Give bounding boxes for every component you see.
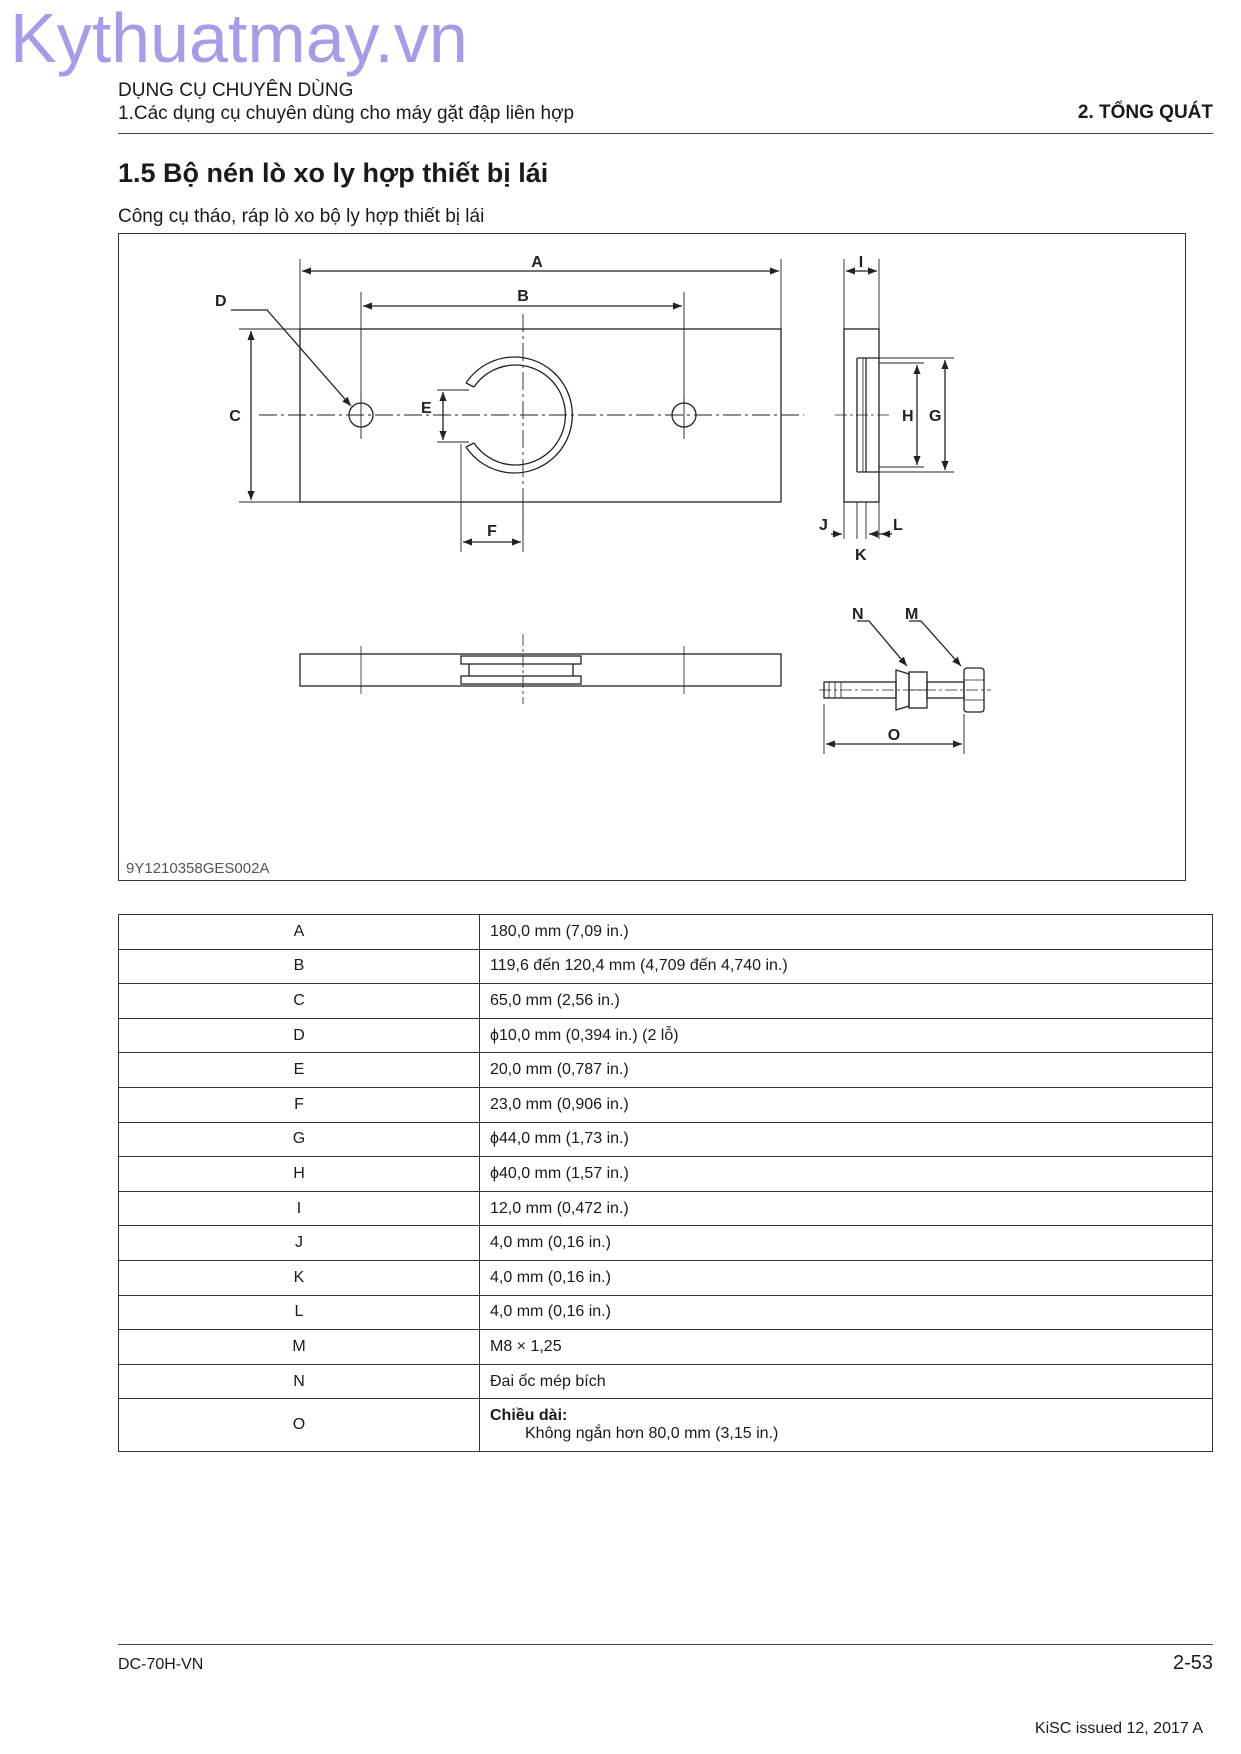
- spec-key: F: [119, 1087, 480, 1122]
- footer-page-number: 2-53: [1172, 1652, 1213, 1674]
- spec-value-text: Không ngắn hơn 80,0 mm (3,15 in.): [525, 1425, 779, 1443]
- spec-key: D: [119, 1018, 480, 1053]
- spec-value: 23,0 mm (0,906 in.): [480, 1087, 1213, 1122]
- header-section: DỤNG CỤ CHUYÊN DÙNG: [118, 80, 354, 101]
- spec-value: ϕ40,0 mm (1,57 in.): [480, 1157, 1213, 1192]
- spec-value: 4,0 mm (0,16 in.): [480, 1260, 1213, 1295]
- page-title: 1.5 Bộ nén lò xo ly hợp thiết bị lái: [118, 158, 549, 188]
- spec-value: 65,0 mm (2,56 in.): [480, 984, 1213, 1019]
- footer-divider: [118, 1644, 1213, 1645]
- spec-key: C: [119, 984, 480, 1019]
- drawing-svg: [119, 234, 1185, 880]
- label-F: F: [487, 523, 497, 540]
- header-subsection: 1.Các dụng cụ chuyên dùng cho máy gặt đập liên hợp: [118, 103, 575, 124]
- spec-value: 4,0 mm (0,16 in.): [480, 1226, 1213, 1261]
- table-row: [119, 1157, 1213, 1192]
- table-row: [119, 1295, 1213, 1330]
- plate-front-view: [300, 634, 781, 704]
- spec-value: 12,0 mm (0,472 in.): [480, 1191, 1213, 1226]
- table-row: [119, 1226, 1213, 1261]
- figure-code: 9Y1210358GES002A: [126, 860, 270, 877]
- label-O: O: [887, 727, 901, 744]
- spec-value: [480, 1399, 1213, 1452]
- label-L: L: [893, 517, 903, 534]
- table-row: [119, 1087, 1213, 1122]
- spec-key: O: [119, 1399, 480, 1452]
- label-E: E: [421, 400, 432, 417]
- spec-value: ϕ10,0 mm (0,394 in.) (2 lỗ): [480, 1018, 1213, 1053]
- spec-key: E: [119, 1053, 480, 1088]
- bolt-assembly: [819, 606, 991, 754]
- table-row: [119, 949, 1213, 984]
- spec-key: L: [119, 1295, 480, 1330]
- plate-side-view: [819, 254, 954, 564]
- plate-top-view: [215, 254, 804, 552]
- spec-value: 4,0 mm (0,16 in.): [480, 1295, 1213, 1330]
- technical-drawing: [118, 233, 1186, 881]
- label-J: J: [819, 517, 828, 534]
- table-row: [119, 1191, 1213, 1226]
- spec-key: B: [119, 949, 480, 984]
- table-row: [119, 1399, 1213, 1452]
- footer-issue: KiSC issued 12, 2017 A: [1034, 1720, 1203, 1737]
- table-row: [119, 1330, 1213, 1365]
- label-K: K: [855, 547, 867, 564]
- spec-key: I: [119, 1191, 480, 1226]
- spec-key: K: [119, 1260, 480, 1295]
- label-N: N: [852, 606, 864, 623]
- spec-key: H: [119, 1157, 480, 1192]
- table-row: [119, 984, 1213, 1019]
- spec-value: 20,0 mm (0,787 in.): [480, 1053, 1213, 1088]
- footer-doc-code: DC-70H-VN: [118, 1656, 204, 1673]
- watermark: Kythuatmay.vn: [10, 0, 468, 77]
- label-I: I: [858, 254, 864, 271]
- spec-value-label: Chiều dài:: [490, 1407, 568, 1425]
- table-row: [119, 1364, 1213, 1399]
- spec-table: [118, 914, 1213, 1452]
- table-row: [119, 915, 1213, 950]
- label-A: A: [531, 254, 543, 271]
- table-row: [119, 1018, 1213, 1053]
- label-H: H: [902, 408, 914, 425]
- spec-value: Đai ốc mép bích: [480, 1364, 1213, 1399]
- spec-table-body: [119, 915, 1213, 1399]
- spec-key: M: [119, 1330, 480, 1365]
- spec-key: A: [119, 915, 480, 950]
- label-M: M: [905, 606, 919, 623]
- spec-value: M8 × 1,25: [480, 1330, 1213, 1365]
- spec-value: 119,6 đến 120,4 mm (4,709 đến 4,740 in.): [480, 949, 1213, 984]
- table-row: [119, 1053, 1213, 1088]
- label-G: G: [929, 408, 942, 425]
- header-divider: [118, 133, 1213, 134]
- label-B: B: [517, 288, 529, 305]
- page-subtitle: Công cụ tháo, ráp lò xo bộ ly hợp thiết bị lái: [118, 206, 485, 227]
- spec-value: 180,0 mm (7,09 in.): [480, 915, 1213, 950]
- spec-key: J: [119, 1226, 480, 1261]
- table-row: [119, 1122, 1213, 1157]
- spec-value: ϕ44,0 mm (1,73 in.): [480, 1122, 1213, 1157]
- label-D: D: [215, 293, 227, 310]
- spec-key: G: [119, 1122, 480, 1157]
- label-C: C: [229, 408, 241, 425]
- table-row: [119, 1260, 1213, 1295]
- spec-key: N: [119, 1364, 480, 1399]
- header-chapter: 2. TỔNG QUÁT: [1077, 102, 1213, 123]
